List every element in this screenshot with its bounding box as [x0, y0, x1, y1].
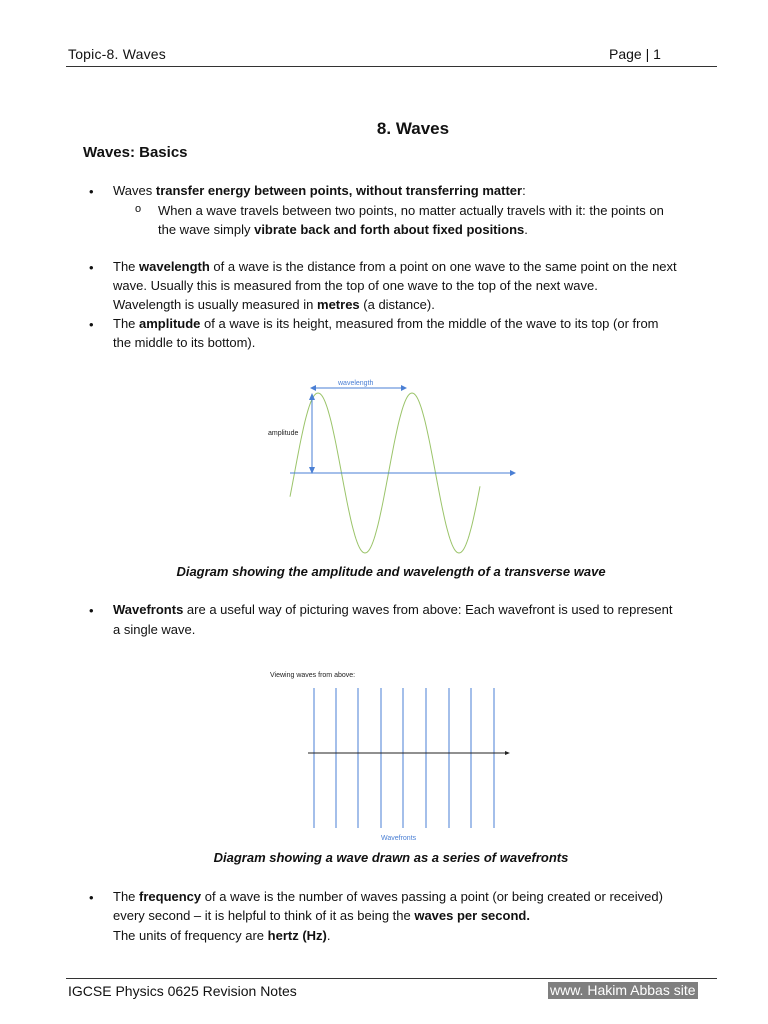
- paragraph-no-matter-line1: When a wave travels between two points, no matter actually travels with it: the points on: [158, 203, 664, 218]
- paragraph-wavefronts-line2: a single wave.: [113, 622, 196, 637]
- wavefront-diagram-title: Viewing waves from above:: [270, 672, 356, 679]
- paragraph-frequency-line1: The frequency of a wave is the number of waves passing a point (or being created or received): [113, 889, 663, 904]
- section-title: Waves: Basics: [83, 144, 188, 161]
- paragraph-amplitude-line2: the middle to its bottom).: [113, 335, 256, 350]
- footer-site-link[interactable]: www. Hakim Abbas site: [550, 982, 696, 998]
- paragraph-amplitude-line1: The amplitude of a wave is its height, measured from the middle of the wave to its top (or from: [113, 316, 659, 331]
- wavelength-arrowhead-right: [401, 385, 407, 391]
- paragraph-wavelength-line1: The wavelength of a wave is the distance from a point on one wave to the same point on the next: [113, 259, 677, 274]
- footer-divider: [66, 978, 717, 979]
- paragraph-waves-energy: Waves transfer energy between points, without transferring matter:: [113, 183, 526, 198]
- header-page-label: Page | 1: [609, 46, 661, 62]
- paragraph-wavelength-line3: Wavelength is usually measured in metres (a distance).: [113, 297, 435, 312]
- wavelength-arrowhead-left: [310, 385, 316, 391]
- bullet-marker: •: [89, 890, 94, 905]
- diagram2-caption: Diagram showing a wave drawn as a series of wavefronts: [213, 850, 569, 865]
- diagram1-caption: Diagram showing the amplitude and wavelength of a transverse wave: [176, 564, 606, 579]
- wavelength-label: wavelength: [338, 380, 374, 387]
- direction-arrowhead: [505, 751, 510, 755]
- wavefronts-label: Wavefronts: [381, 835, 417, 842]
- paragraph-frequency-line2: every second – it is helpful to think of it as being the waves per second.: [113, 908, 530, 923]
- paragraph-wavelength-line2: wave. Usually this is measured from the top of one wave to the top of the next wave.: [113, 278, 598, 293]
- sub-bullet-marker: o: [135, 203, 142, 215]
- axis-arrowhead: [510, 470, 516, 476]
- amplitude-label: amplitude: [268, 430, 299, 437]
- bullet-marker: •: [89, 603, 94, 618]
- wavefront-lines: [314, 688, 494, 828]
- bullet-marker: •: [89, 260, 94, 275]
- header-topic: Topic-8. Waves: [68, 46, 166, 62]
- footer-course: IGCSE Physics 0625 Revision Notes: [68, 983, 297, 999]
- paragraph-no-matter-line2: the wave simply vibrate back and forth about fixed positions.: [158, 222, 528, 237]
- bullet-marker: •: [89, 317, 94, 332]
- paragraph-wavefronts-line1: Wavefronts are a useful way of picturing waves from above: Each wavefront is used to represent: [113, 602, 673, 617]
- bullet-marker: •: [89, 184, 94, 199]
- page-title: 8. Waves: [376, 119, 450, 138]
- paragraph-frequency-line3: The units of frequency are hertz (Hz).: [113, 928, 331, 943]
